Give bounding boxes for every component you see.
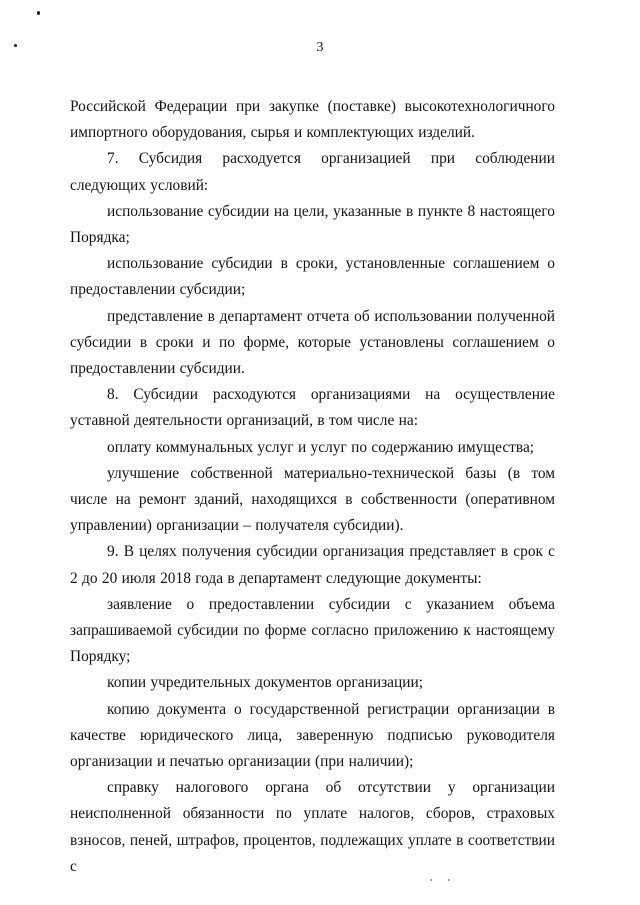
paragraph-clause-7: 7. Субсидия расходуется организацией при соблюдении следующих условий: — [70, 150, 555, 194]
paragraph-condition-report: представление в департамент отчета об использовании полученной субсидии в сроки и по форме, которые установлены соглашением о предоставлении субсидии. — [70, 307, 555, 378]
document-body — [70, 94, 555, 880]
paragraph-clause-8: 8. Субсидии расходуются организациями на осуществление уставной деятельности организаций, в том числе на: — [70, 386, 555, 430]
paragraph-clause-9: 9. В целях получения субсидии организация представляет в срок с 2 до 20 июля 2018 года в департамент следующие документы: — [70, 543, 555, 587]
paragraph-utilities: оплату коммунальных услуг и услуг по содержанию имущества; — [107, 438, 535, 456]
paragraph-application: заявление о предоставлении субсидии с указанием объема запрашиваемой субсидии по форме согласно приложению к настоящему Порядку; — [70, 595, 555, 666]
paragraph-continuation: Российской Федерации при закупке (поставке) высокотехнологичного импортного оборудования, сырья и комплектующих изделий. — [70, 98, 555, 142]
paragraph-condition-purpose: использование субсидии на цели, указанные в пункте 8 настоящего Порядка; — [70, 202, 555, 247]
scan-artifact-dot — [37, 11, 40, 15]
paragraph-tax-certificate: справку налогового органа об отсутствии у организации неисполненной обязанности по уплате налогов, сборов, страховых взносов, пеней, штрафов, процентов, подлежащих уплате в соответствии с — [70, 779, 555, 875]
paragraph-registration-document: копию документа о государственной регистрации организации в качестве юридического лица, заверенную подписью руководителя организации и печатью организации (при наличии); — [70, 700, 555, 771]
page-number: 3 — [316, 40, 324, 55]
paragraph-condition-terms: использование субсидии в сроки, установленные соглашением о предоставлении субсидии; — [70, 255, 555, 299]
paragraph-material-base: улучшение собственной материально-технической базы (в том числе на ремонт зданий, находящихся в собственности (оперативном управлении) организации – получателя субсидии). — [70, 464, 555, 535]
paragraph-founding-documents: копии учредительных документов организации; — [107, 674, 423, 692]
